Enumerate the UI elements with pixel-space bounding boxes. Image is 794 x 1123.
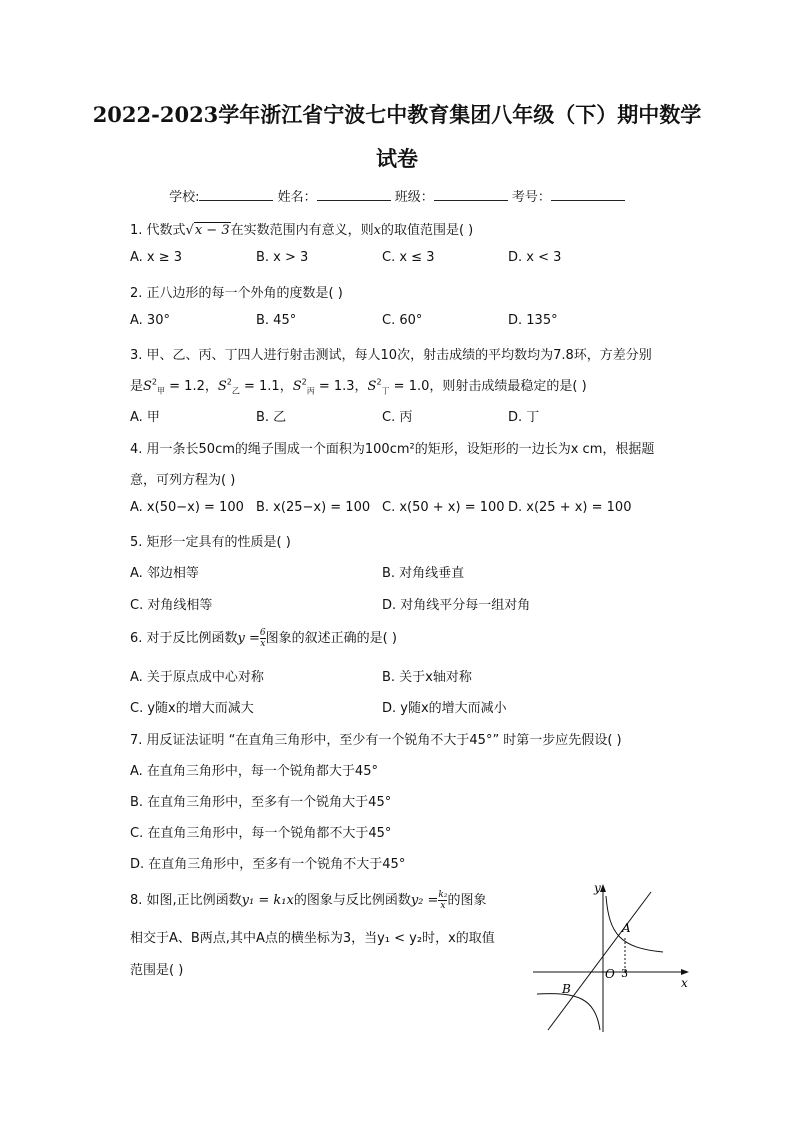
q8-y2: y₂ = <box>410 893 439 908</box>
q3-option-a[interactable]: A. 甲 <box>130 410 160 425</box>
q7-option-a[interactable]: A. 在直角三角形中，每一个锐角都大于45° <box>130 764 378 779</box>
name-label: 姓名： <box>277 190 317 205</box>
q3-sup4: 2 <box>376 377 382 387</box>
q5-option-c[interactable]: C. 对角线相等 <box>130 598 213 613</box>
class-blank[interactable] <box>434 188 508 201</box>
q1-var: x <box>373 223 381 238</box>
q1-option-a[interactable]: A. x ≥ 3 <box>130 250 183 265</box>
exam-no-blank[interactable] <box>551 188 625 201</box>
point-b-label: B <box>562 982 571 996</box>
q1-sqrt: √x − 3 <box>185 223 230 238</box>
school-blank[interactable] <box>199 188 273 201</box>
q8-post: 的图象 <box>447 893 487 908</box>
q3-sup3: 2 <box>301 377 307 387</box>
q4-option-d[interactable]: D. x(25 + x) = 100 <box>508 500 632 515</box>
q1-prefix: 1. 代数式 <box>130 223 186 238</box>
q2-option-a[interactable]: A. 30° <box>130 313 170 328</box>
q5-option-d[interactable]: D. 对角线平分每一组对角 <box>382 598 531 613</box>
question-4-line1: 4. 用一条长50cm的绳子围成一个面积为100cm²的矩形，设矩形的一边长为x cm，根据题 <box>130 442 655 457</box>
q3-s3: S <box>292 379 302 394</box>
origin-label: O <box>605 967 615 981</box>
q6-option-c[interactable]: C. y随x的增大而减大 <box>130 701 254 716</box>
question-8-line2: 相交于A、B两点,其中A点的横坐标为3，当y₁ < y₂时，x的取值 <box>130 931 495 946</box>
q4-option-c[interactable]: C. x(50 + x) = 100 <box>382 500 505 515</box>
question-7: 7. 用反证法证明 “在直角三角形中，至少有一个锐角不大于45°” 时第一步应先假设( ) <box>130 733 622 748</box>
q3-sub3: 丙 <box>306 386 315 396</box>
point-a-label: A <box>622 921 631 935</box>
q3-s1: S <box>143 379 152 394</box>
line-y1 <box>548 892 651 1030</box>
class-label: 班级： <box>394 190 434 205</box>
q6-numerator: 6 <box>259 628 266 638</box>
q3-option-d[interactable]: D. 丁 <box>508 410 540 425</box>
q2-option-c[interactable]: C. 60° <box>382 313 423 328</box>
q6-prefix: 6. 对于反比例函数 <box>130 631 238 646</box>
q5-option-b[interactable]: B. 对角线垂直 <box>382 566 465 581</box>
question-5: 5. 矩形一定具有的性质是( ) <box>130 535 291 550</box>
q3-sup1: 2 <box>151 377 158 387</box>
q3-sup2: 2 <box>226 377 232 387</box>
q7-option-d[interactable]: D. 在直角三角形中，至多有一个锐角不大于45° <box>130 857 406 872</box>
q1-radicand: x − 3 <box>194 223 230 238</box>
q3-prefix: 是 <box>130 379 144 394</box>
q6-denominator: x <box>260 639 266 649</box>
q3-val4: = 1.0，则射击成绩最稳定的是( ) <box>389 379 587 394</box>
q3-sub2: 乙 <box>231 386 240 396</box>
x-axis-arrow-icon <box>681 969 689 975</box>
q3-sub1: 甲 <box>157 386 166 396</box>
q7-option-c[interactable]: C. 在直角三角形中，每一个锐角都不大于45° <box>130 826 392 841</box>
q3-option-c[interactable]: C. 丙 <box>382 410 413 425</box>
q8-mid: 的图象与反比例函数 <box>293 893 411 908</box>
q8-denominator: x <box>440 901 446 911</box>
name-blank[interactable] <box>317 188 391 201</box>
question-2: 2. 正八边形的每一个外角的度数是( ) <box>130 286 343 301</box>
q2-option-d[interactable]: D. 135° <box>508 313 558 328</box>
q3-option-b[interactable]: B. 乙 <box>256 410 287 425</box>
question-3-line1: 3. 甲、乙、丙、丁四人进行射击测试，每人10次，射击成绩的平均数均为7.8环，方差分别 <box>130 348 652 363</box>
question-1 <box>130 219 473 238</box>
x-axis-label: x <box>681 976 688 990</box>
q7-option-b[interactable]: B. 在直角三角形中，至多有一个锐角大于45° <box>130 795 392 810</box>
student-info-line <box>0 186 794 205</box>
q1-option-c[interactable]: C. x ≤ 3 <box>382 250 435 265</box>
q1-post: 的取值范围是( ) <box>380 223 474 238</box>
q8-y1: y₁ = k₁x <box>241 893 294 908</box>
q8-prefix: 8. 如图,正比例函数 <box>130 893 242 908</box>
q1-mid: 在实数范围内有意义，则 <box>230 223 374 238</box>
q8-function-graph <box>533 880 693 1035</box>
q6-post: 图象的叙述正确的是( ) <box>265 631 397 646</box>
question-8-line3: 范围是( ) <box>130 963 184 978</box>
q6-option-b[interactable]: B. 关于x轴对称 <box>382 670 472 685</box>
q6-option-a[interactable]: A. 关于原点成中心对称 <box>130 670 264 685</box>
q3-val3: = 1.3， <box>314 379 368 394</box>
exam-no-label: 考号： <box>511 190 551 205</box>
question-6 <box>130 627 397 649</box>
q4-option-a[interactable]: A. x(50−x) = 100 <box>130 500 244 515</box>
q3-val2: = 1.1， <box>239 379 293 394</box>
q6-fn: y = <box>237 631 260 646</box>
school-label: 学校: <box>169 190 200 205</box>
y-axis-label: y <box>594 881 601 895</box>
q1-option-d[interactable]: D. x < 3 <box>508 250 562 265</box>
q5-option-a[interactable]: A. 邻边相等 <box>130 566 199 581</box>
tick-3-label: 3 <box>621 967 628 980</box>
q3-s4: S <box>367 379 377 394</box>
q3-sub4: 丁 <box>381 386 390 396</box>
q6-option-d[interactable]: D. y随x的增大而减小 <box>382 701 507 716</box>
question-3-line2 <box>130 375 587 397</box>
q8-numerator: k₂ <box>438 890 448 900</box>
q1-option-b[interactable]: B. x > 3 <box>256 250 309 265</box>
hyperbola-branch-2 <box>537 994 600 1030</box>
q3-s2: S <box>217 379 227 394</box>
hyperbola-branch-1 <box>606 896 663 952</box>
q2-option-b[interactable]: B. 45° <box>256 313 297 328</box>
q3-val1: = 1.2， <box>165 379 218 394</box>
y-axis-arrow-icon <box>600 884 606 892</box>
question-8-line1 <box>130 889 487 911</box>
question-4-line2: 意，可列方程为( ) <box>130 473 236 488</box>
q4-option-b[interactable]: B. x(25−x) = 100 <box>256 500 371 515</box>
page-title: 2022-2023学年浙江省宁波七中教育集团八年级（下）期中数学 <box>92 102 702 127</box>
page-title-line2: 试卷 <box>376 146 418 171</box>
